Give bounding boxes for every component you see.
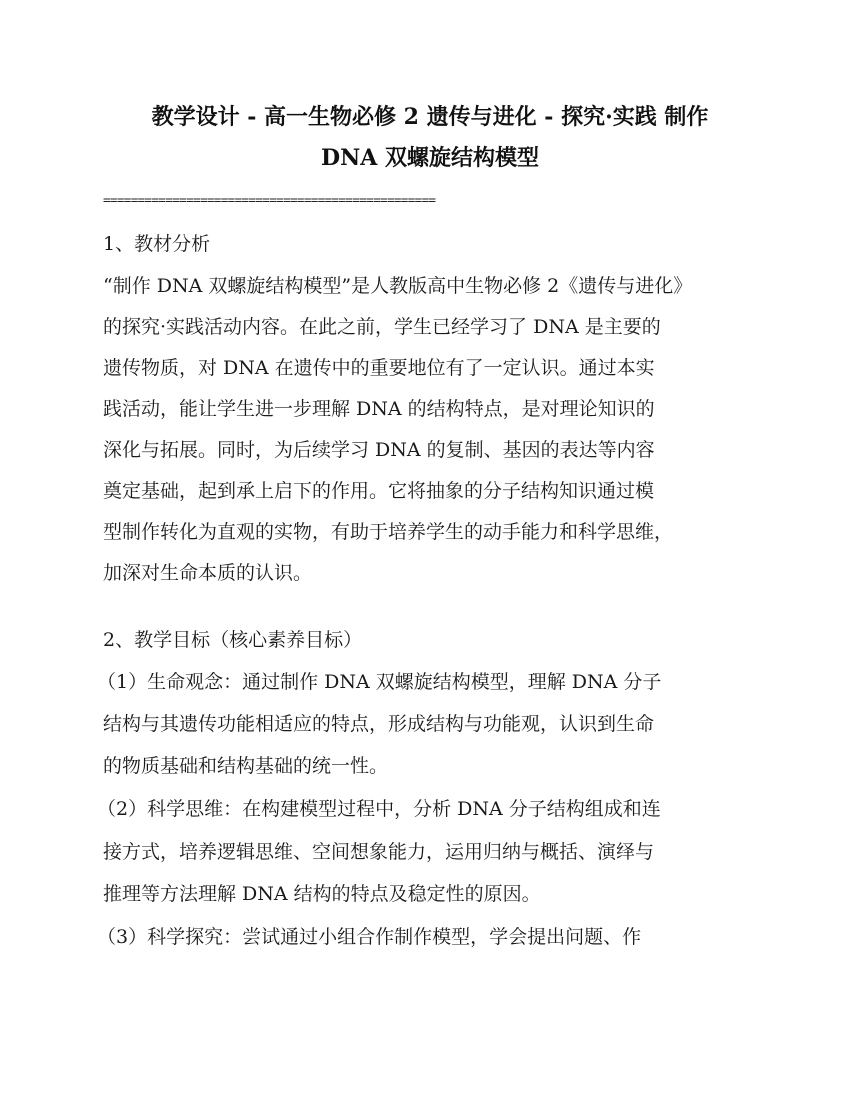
section-1-line: 的探究·实践活动内容。在此之前，学生已经学习了 DNA 是主要的 <box>103 316 661 338</box>
section-2-line: （1）生命观念：通过制作 DNA 双螺旋结构模型，理解 DNA 分子 <box>97 671 662 693</box>
section-2-line: （3）科学探究：尝试通过小组合作制作模型，学会提出问题、作 <box>97 926 642 948</box>
document-title-line-1: 教学设计 - 高一生物必修 2 遗传与进化 - 探究·实践 制作 <box>151 104 709 130</box>
section-1-line: 践活动，能让学生进一步理解 DNA 的结构特点，是对理论知识的 <box>103 398 655 420</box>
section-2-line: 接方式，培养逻辑思维、空间想象能力，运用归纳与概括、演绎与 <box>103 841 655 863</box>
document-title-line-2: DNA 双螺旋结构模型 <box>321 145 539 171</box>
section-2-heading: 2、教学目标（核心素养目标） <box>103 629 363 651</box>
section-1-heading: 1、教材分析 <box>103 233 211 255</box>
section-1-line: 加深对生命本质的认识。 <box>103 562 313 584</box>
section-2-line: 的物质基础和结构基础的统一性。 <box>103 755 389 777</box>
separator-line: ================================================ <box>103 192 436 207</box>
section-2-line: 推理等方法理解 DNA 结构的特点及稳定性的原因。 <box>103 883 541 905</box>
section-2-line: （2）科学思维：在构建模型过程中，分析 DNA 分子结构组成和连 <box>97 798 661 820</box>
section-1-line: 遗传物质，对 DNA 在遗传中的重要地位有了一定认识。通过本实 <box>103 357 655 379</box>
section-1-line: “制作 DNA 双螺旋结构模型”是人教版高中生物必修 2《遗传与进化》 <box>103 275 693 297</box>
section-1-line: 奠定基础，起到承上启下的作用。它将抽象的分子结构知识通过模 <box>103 480 655 502</box>
section-1-line: 深化与拓展。同时，为后续学习 DNA 的复制、基因的表达等内容 <box>103 439 655 461</box>
section-2-line: 结构与其遗传功能相适应的特点，形成结构与功能观，认识到生命 <box>103 713 655 735</box>
section-1-line: 型制作转化为直观的实物，有助于培养学生的动手能力和科学思维， <box>103 521 674 543</box>
